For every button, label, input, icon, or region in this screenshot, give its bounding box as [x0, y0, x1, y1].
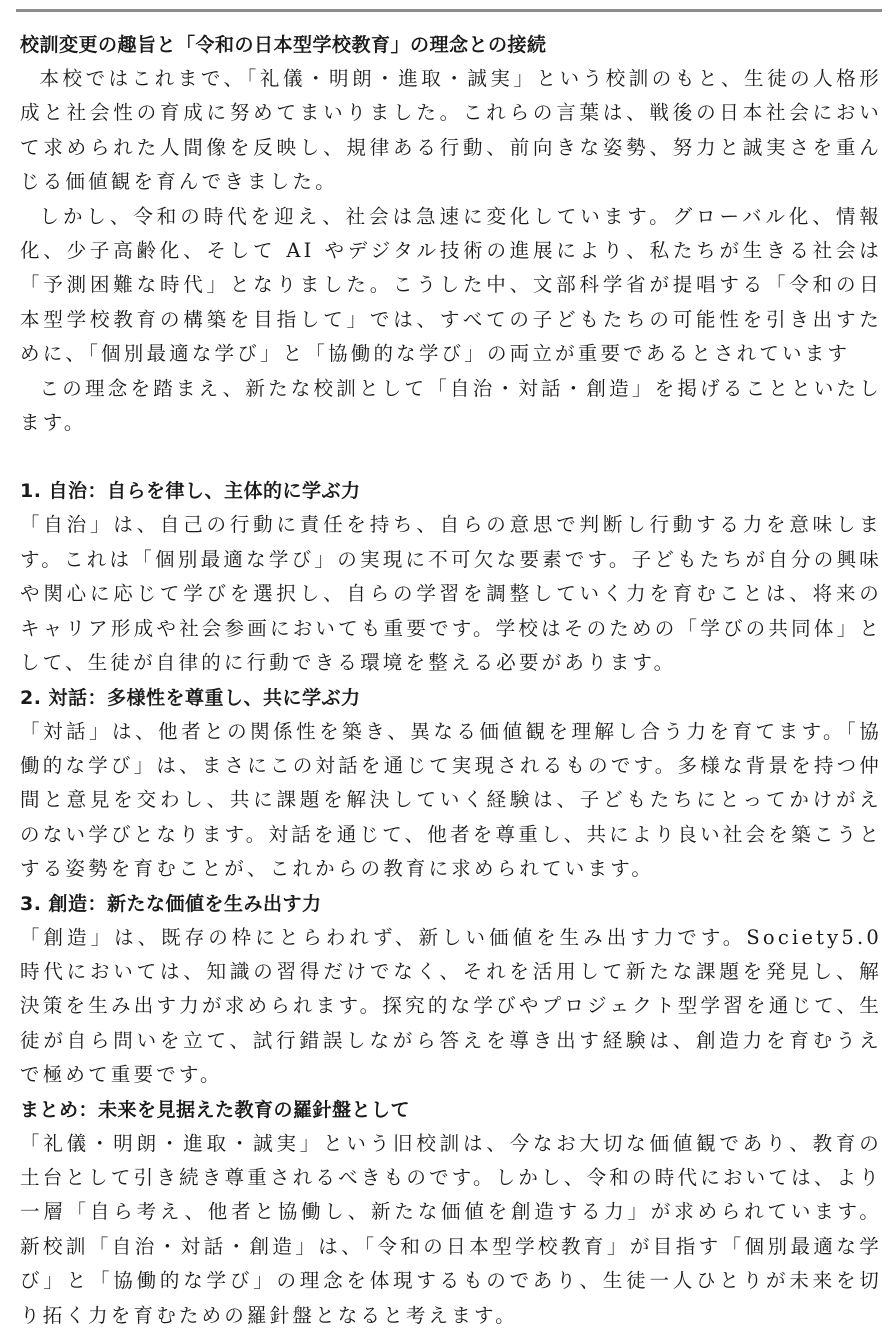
section-body: 「自治」は、自己の行動に責任を持ち、自らの意思で判断し行動する力を意味します。これは「個別最適な学び」の実現に不可欠な要素です。子どもたちが自分の興味や関心に応じて学びを選択し、自らの学習を調整していく力を育むことは、将来のキャリア形成や社会参画においても重要です。学校はそのための「学びの共同体」として、生徒が自律的に行動できる環境を整える必要があります。 — [20, 513, 882, 675]
document-title: 校訓変更の趣旨と「令和の日本型学校教育」の理念との接続 — [20, 34, 547, 56]
intro-paragraph-3: この理念を踏まえ、新たな校訓として「自治・対話・創造」を掲げることといたします。 — [20, 376, 882, 435]
section-heading: まとめ：未来を見据えた教育の羅針盤として — [20, 1098, 411, 1121]
intro-paragraph-2: しかし、令和の時代を迎え、社会は急速に変化しています。グローバル化、情報化、少子高齢化、そして AI やデジタル技術の進展により、私たちが生きる社会は「予測困難な時代」となりました。こうした中、文部科学省が提唱する「令和の日本型学校教育の構築を目指して」では、すべての子どもたちの可能性を引き出すために、「個別最適な学び」と「協働的な学び」の両立が重要であるとされています — [20, 204, 882, 366]
section-dialogue — [20, 681, 882, 887]
top-divider — [16, 9, 882, 12]
section-autonomy — [20, 474, 882, 680]
section-body: 「創造」は、既存の枠にとらわれず、新しい価値を生み出す力です。Society5.0 時代においては、知識の習得だけでなく、それを活用して新たな課題を発見し、解決策を生み出す力が求められます。探究的な学びやプロジェクト型学習を通じて、生徒が自ら問いを立て、試行錯誤しながら答えを導き出す経験は、創造力を育むうえで極めて重要です。 — [20, 925, 882, 1087]
section-heading: 3. 創造：新たな価値を生み出す力 — [20, 892, 322, 915]
section-heading: 2. 対話：多様性を尊重し、共に学ぶ力 — [20, 686, 361, 709]
section-body: 「対話」は、他者との関係性を築き、異なる価値観を理解し合う力を育てます。「協働的な学び」は、まさにこの対話を通じて実現されるものです。多様な背景を持つ仲間と意見を交わし、共に課題を解決していく経験は、子どもたちにとってかけがえのない学びとなります。対話を通じて、他者を尊重し、共により良い社会を築こうとする姿勢を育むことが、これからの教育に求められています。 — [20, 719, 882, 881]
section-summary — [20, 1093, 882, 1333]
section-heading: 1. 自治：自らを律し、主体的に学ぶ力 — [20, 480, 361, 503]
document-body — [20, 28, 882, 1333]
section-body: 「礼儀・明朗・進取・誠実」という旧校訓は、今なお大切な価値観であり、教育の土台として引き続き尊重されるべきものです。しかし、令和の時代においては、より一層「自ら考え、他者と協働し、新たな価値を創造する力」が求められています。新校訓「自治・対話・創造」は、「令和の日本型学校教育」が目指す「個別最適な学び」と「協働的な学び」の理念を体現するものであり、生徒一人ひとりが未来を切り拓く力を育むための羅針盤となると考えます。 — [20, 1131, 882, 1327]
intro-paragraph-1: 本校ではこれまで、「礼儀・明朗・進取・誠実」という校訓のもと、生徒の人格形成と社会性の育成に努めてまいりました。これらの言葉は、戦後の日本社会において求められた人間像を反映し、規律ある行動、前向きな姿勢、努力と誠実さを重んじる価値観を育んできました。 — [20, 67, 882, 194]
section-creation — [20, 887, 882, 1093]
blank-line — [20, 440, 882, 474]
